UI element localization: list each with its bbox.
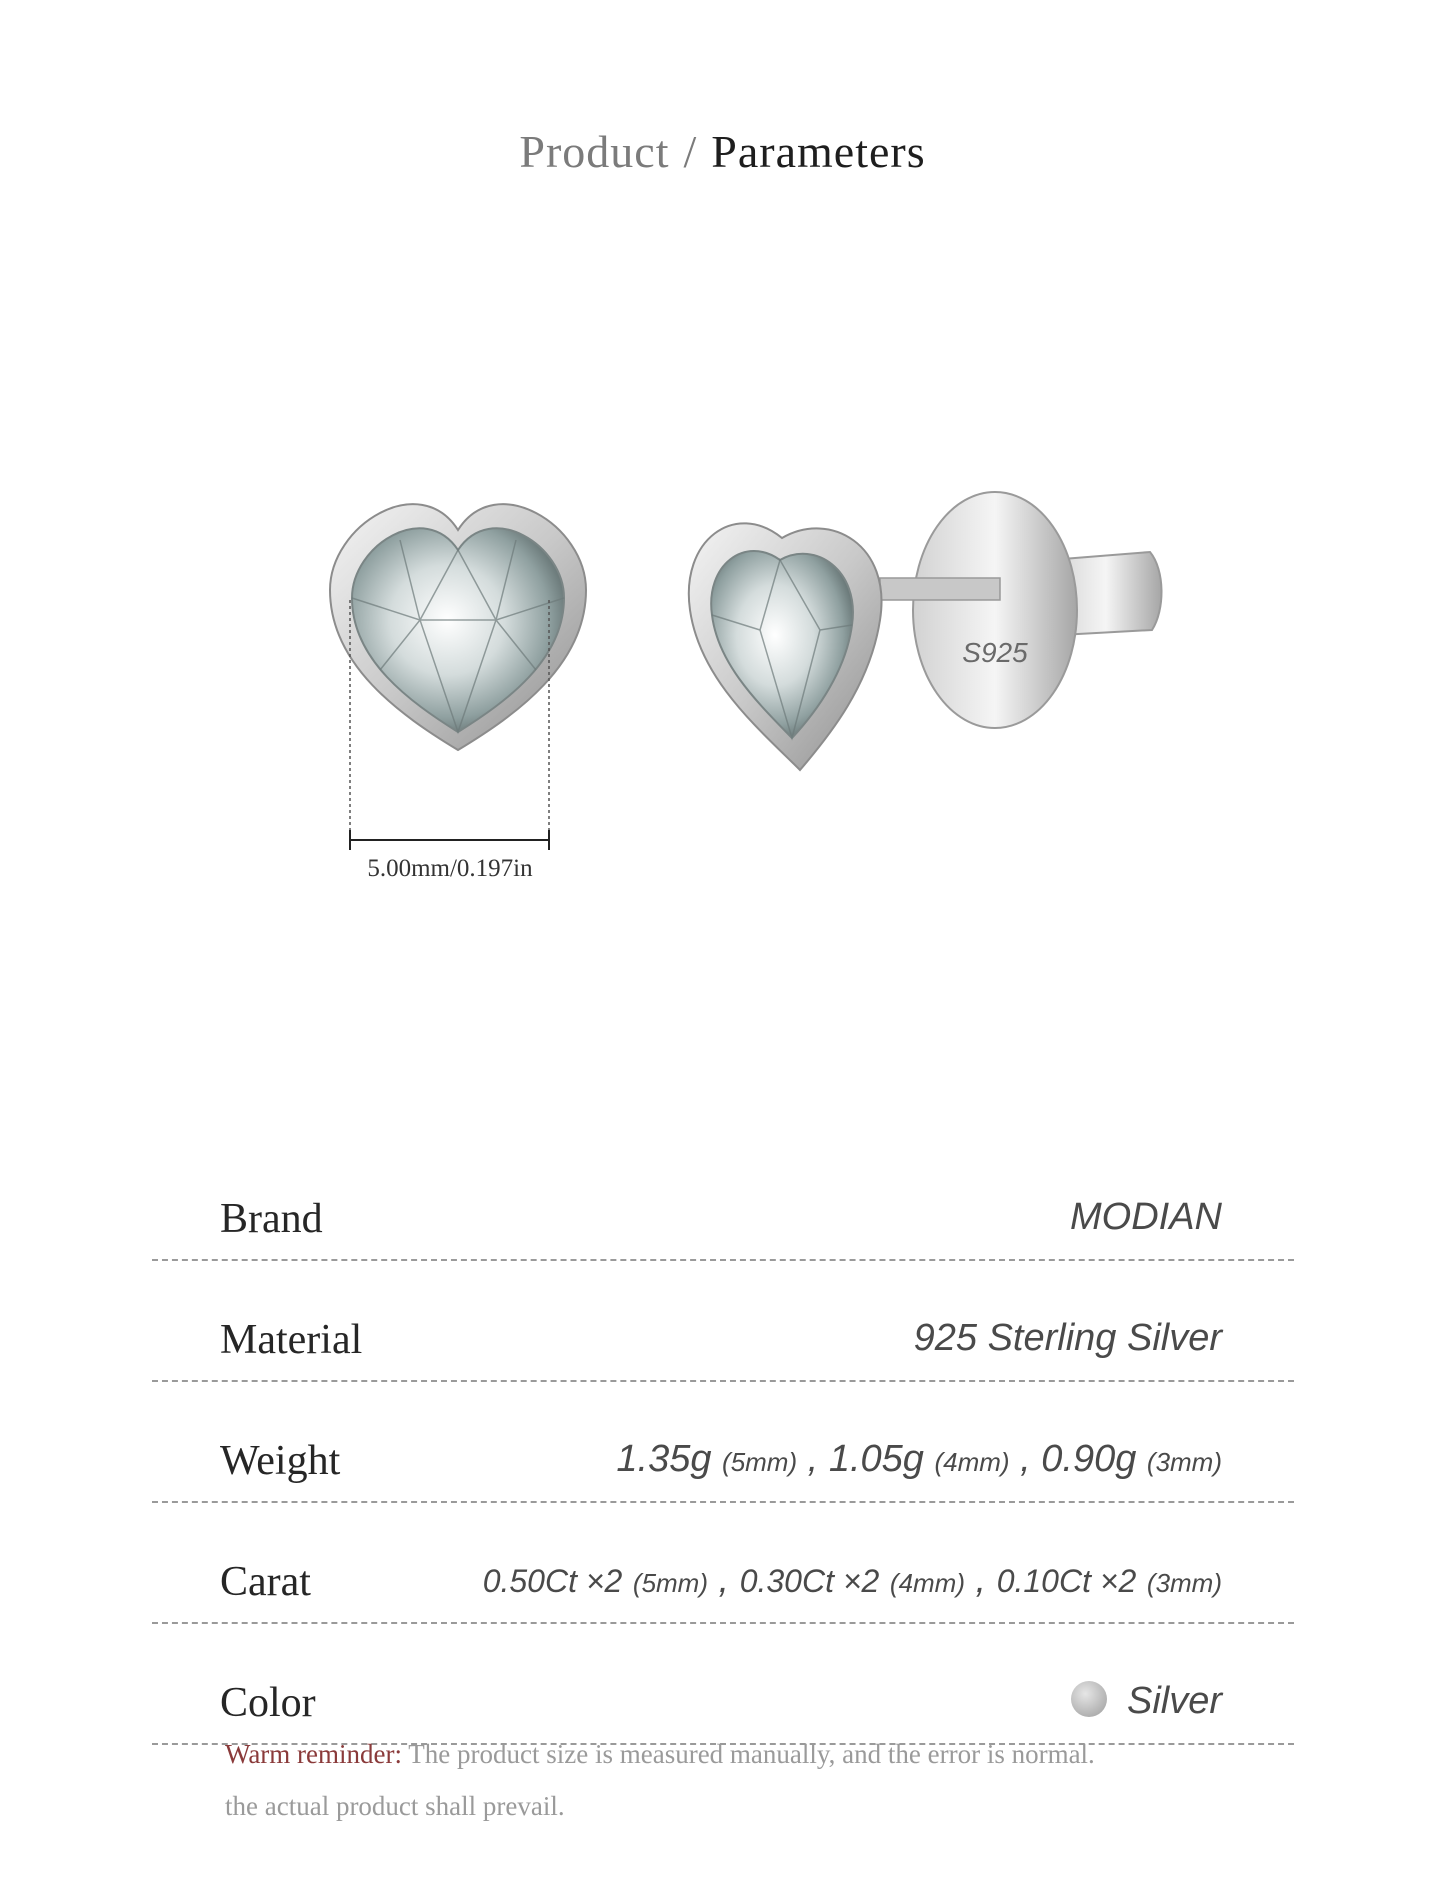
carat-4mm-note: (4mm) xyxy=(889,1568,965,1598)
weight-3mm-note: (3mm) xyxy=(1146,1447,1222,1477)
product-image xyxy=(0,470,1445,930)
weight-3mm: 0.90g xyxy=(1041,1438,1137,1480)
warm-reminder xyxy=(225,1728,1225,1832)
title-parameters: Parameters xyxy=(711,126,926,177)
earrings-illustration xyxy=(0,470,1445,930)
carat-5mm-note: (5mm) xyxy=(632,1568,708,1598)
param-value: MODIAN xyxy=(1070,1196,1222,1238)
dimension-label: 5.00mm/0.197in xyxy=(367,855,533,882)
param-row-weight xyxy=(152,1382,1294,1503)
color-value: Silver xyxy=(1126,1680,1222,1722)
carat-3mm: 0.10Ct ×2 xyxy=(996,1563,1137,1599)
reminder-label: Warm reminder: xyxy=(225,1739,403,1769)
parameters-table xyxy=(152,1140,1294,1745)
param-value xyxy=(1071,1680,1222,1723)
weight-5mm-note: (5mm) xyxy=(722,1447,798,1477)
reminder-text-1: The product size is measured manually, and the error is normal. xyxy=(408,1739,1095,1769)
param-value: 1.35g (5mm) , 1.05g (4mm) , 0.90g (3mm) xyxy=(616,1438,1222,1480)
param-value: 925 Sterling Silver xyxy=(913,1317,1222,1359)
param-label: Carat xyxy=(220,1559,311,1605)
param-label: Brand xyxy=(220,1196,323,1242)
color-dot-icon xyxy=(1071,1681,1107,1717)
reminder-line-1 xyxy=(225,1728,1225,1780)
carat-5mm: 0.50Ct ×2 xyxy=(482,1563,623,1599)
heart-earring-front xyxy=(330,504,586,750)
page-title xyxy=(0,125,1445,178)
param-label: Weight xyxy=(220,1438,341,1484)
param-row-color xyxy=(152,1624,1294,1745)
param-row-carat xyxy=(152,1503,1294,1624)
param-label: Color xyxy=(220,1680,316,1726)
weight-5mm: 1.35g xyxy=(616,1438,712,1480)
carat-4mm: 0.30Ct ×2 xyxy=(739,1563,880,1599)
weight-4mm-note: (4mm) xyxy=(934,1447,1010,1477)
weight-4mm: 1.05g xyxy=(828,1438,924,1480)
s925-stamp: S925 xyxy=(962,637,1028,668)
title-product: Product xyxy=(519,126,670,177)
title-separator: / xyxy=(683,126,698,177)
heart-earring-side xyxy=(689,492,1162,770)
param-row-material xyxy=(152,1261,1294,1382)
param-label: Material xyxy=(220,1317,363,1363)
param-row-brand xyxy=(152,1140,1294,1261)
carat-3mm-note: (3mm) xyxy=(1146,1568,1222,1598)
param-value: 0.50Ct ×2 (5mm) , 0.30Ct ×2 (4mm) , 0.10Ct ×2 (3mm) xyxy=(482,1559,1222,1601)
reminder-line-2: the actual product shall prevail. xyxy=(225,1791,565,1821)
